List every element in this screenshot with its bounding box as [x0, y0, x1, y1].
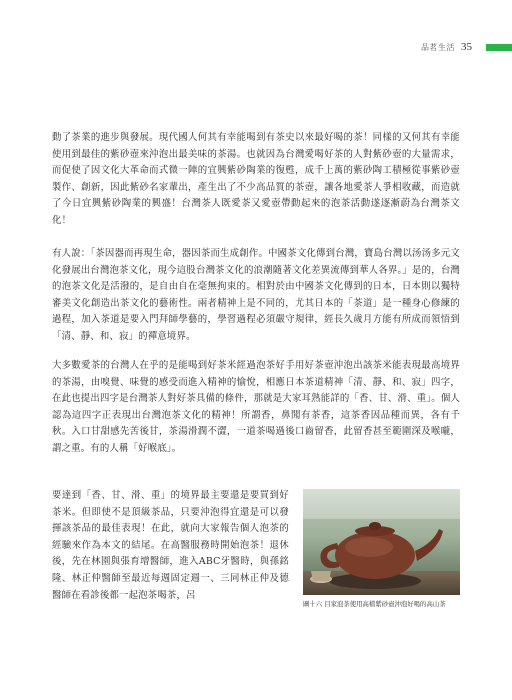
section-title: 品茗生活 [421, 42, 455, 52]
body-paragraph-1: 動了茶業的進步與發展。現代國人何其有幸能喝到有茶史以來最好喝的茶！同樣的又何其有幸能使用到最佳的紫砂壺來沖泡出最美味的茶湯。也就因為台灣愛喝好茶的人對紫砂壺的大量需求，而促使了因文化大革命而式微一陣的宜興紫砂陶業的復甦，成千上萬的紫砂陶工積極從事紫砂壺製作、創新，因此紫砂名家輩出，產生出了不少高品質的茶壺，讓各地愛茶人爭相收藏，而造就了今日宜興紫砂陶業的興盛！台灣茶人既愛茶又愛壺帶動起來的泡茶活動遂逐漸蔚為台灣茶文化！ [52, 132, 460, 226]
body-paragraph-2: 有人說：「茶因器而再現生命，器因茶而生成創作。中國茶文化傳到台灣，寶島台灣以汤汤多元文化發展出台灣泡茶文化，現今這股台灣茶文化的浪潮隨著文化差異流傳到華人各界。」是的，台灣的泡茶文化是活潑的，是自由自在毫無拘束的。相對於由中國茶文化傳到的日本，日本則以獨特審美文化創造出茶文化的藝術性。兩者精神上是不同的，尤其日本的「茶道」是一種身心修練的過程，加入茶道是要入門拜師學藝的，學習過程必須嚴守規律，經長久歲月方能有所成而領悟到「清、靜、和、寂」的禪意境界。 [52, 248, 460, 342]
accent-bar [486, 44, 512, 51]
figure [303, 489, 460, 609]
page-header [421, 40, 512, 54]
page-number: 35 [461, 41, 472, 53]
teapot-photo [303, 489, 460, 595]
teapot-illustration [303, 489, 460, 595]
body-paragraph-4: 要達到「香、甘、滑、重」的境界最主要還是要買到好茶米。但即使不是頂級茶品，只要沖泡得宜還是可以發揮該茶品的最佳表現！在此，就向大家報告個人泡茶的經驗來作為本文的結尾。在高醫服務時開始泡茶！退休後，先在林園與張育增醫師，進入ABC牙醫時，與孫銘隆、林正仲醫師至最近每週固定週一、三同林正仲及德醫師在看診後都一起泡茶喝茶，呂 [52, 490, 289, 601]
figure-caption: 圖十六 目家泡茶使用高檔紫砂壺沖泡好喝的高山茶 [303, 600, 446, 608]
body-paragraph-3: 大多數愛茶的台灣人在乎的是能喝到好茶米經過泡茶好手用好茶壺沖泡出該茶米能表現最高境界的茶湯，由嗅覺、味覺的感受而進入精神的愉悅，相應日本茶道精神「清、靜、和、寂」四字，在此也提出四字是台灣茶人對好茶具備的條件，那就是大家耳熟能詳的「香、甘、滑、重」。個人認為這四字正表現出台灣泡茶文化的精神！所謂香，鼻聞有茶香，這茶香因品種而異，各有千秋。入口甘甜感先苦後甘，茶湯滑潤不澀，一道茶喝過後口齒留香，此留香甚至範圍深及喉嚨，謂之重。有的人稱「好喉底」。 [52, 360, 460, 454]
